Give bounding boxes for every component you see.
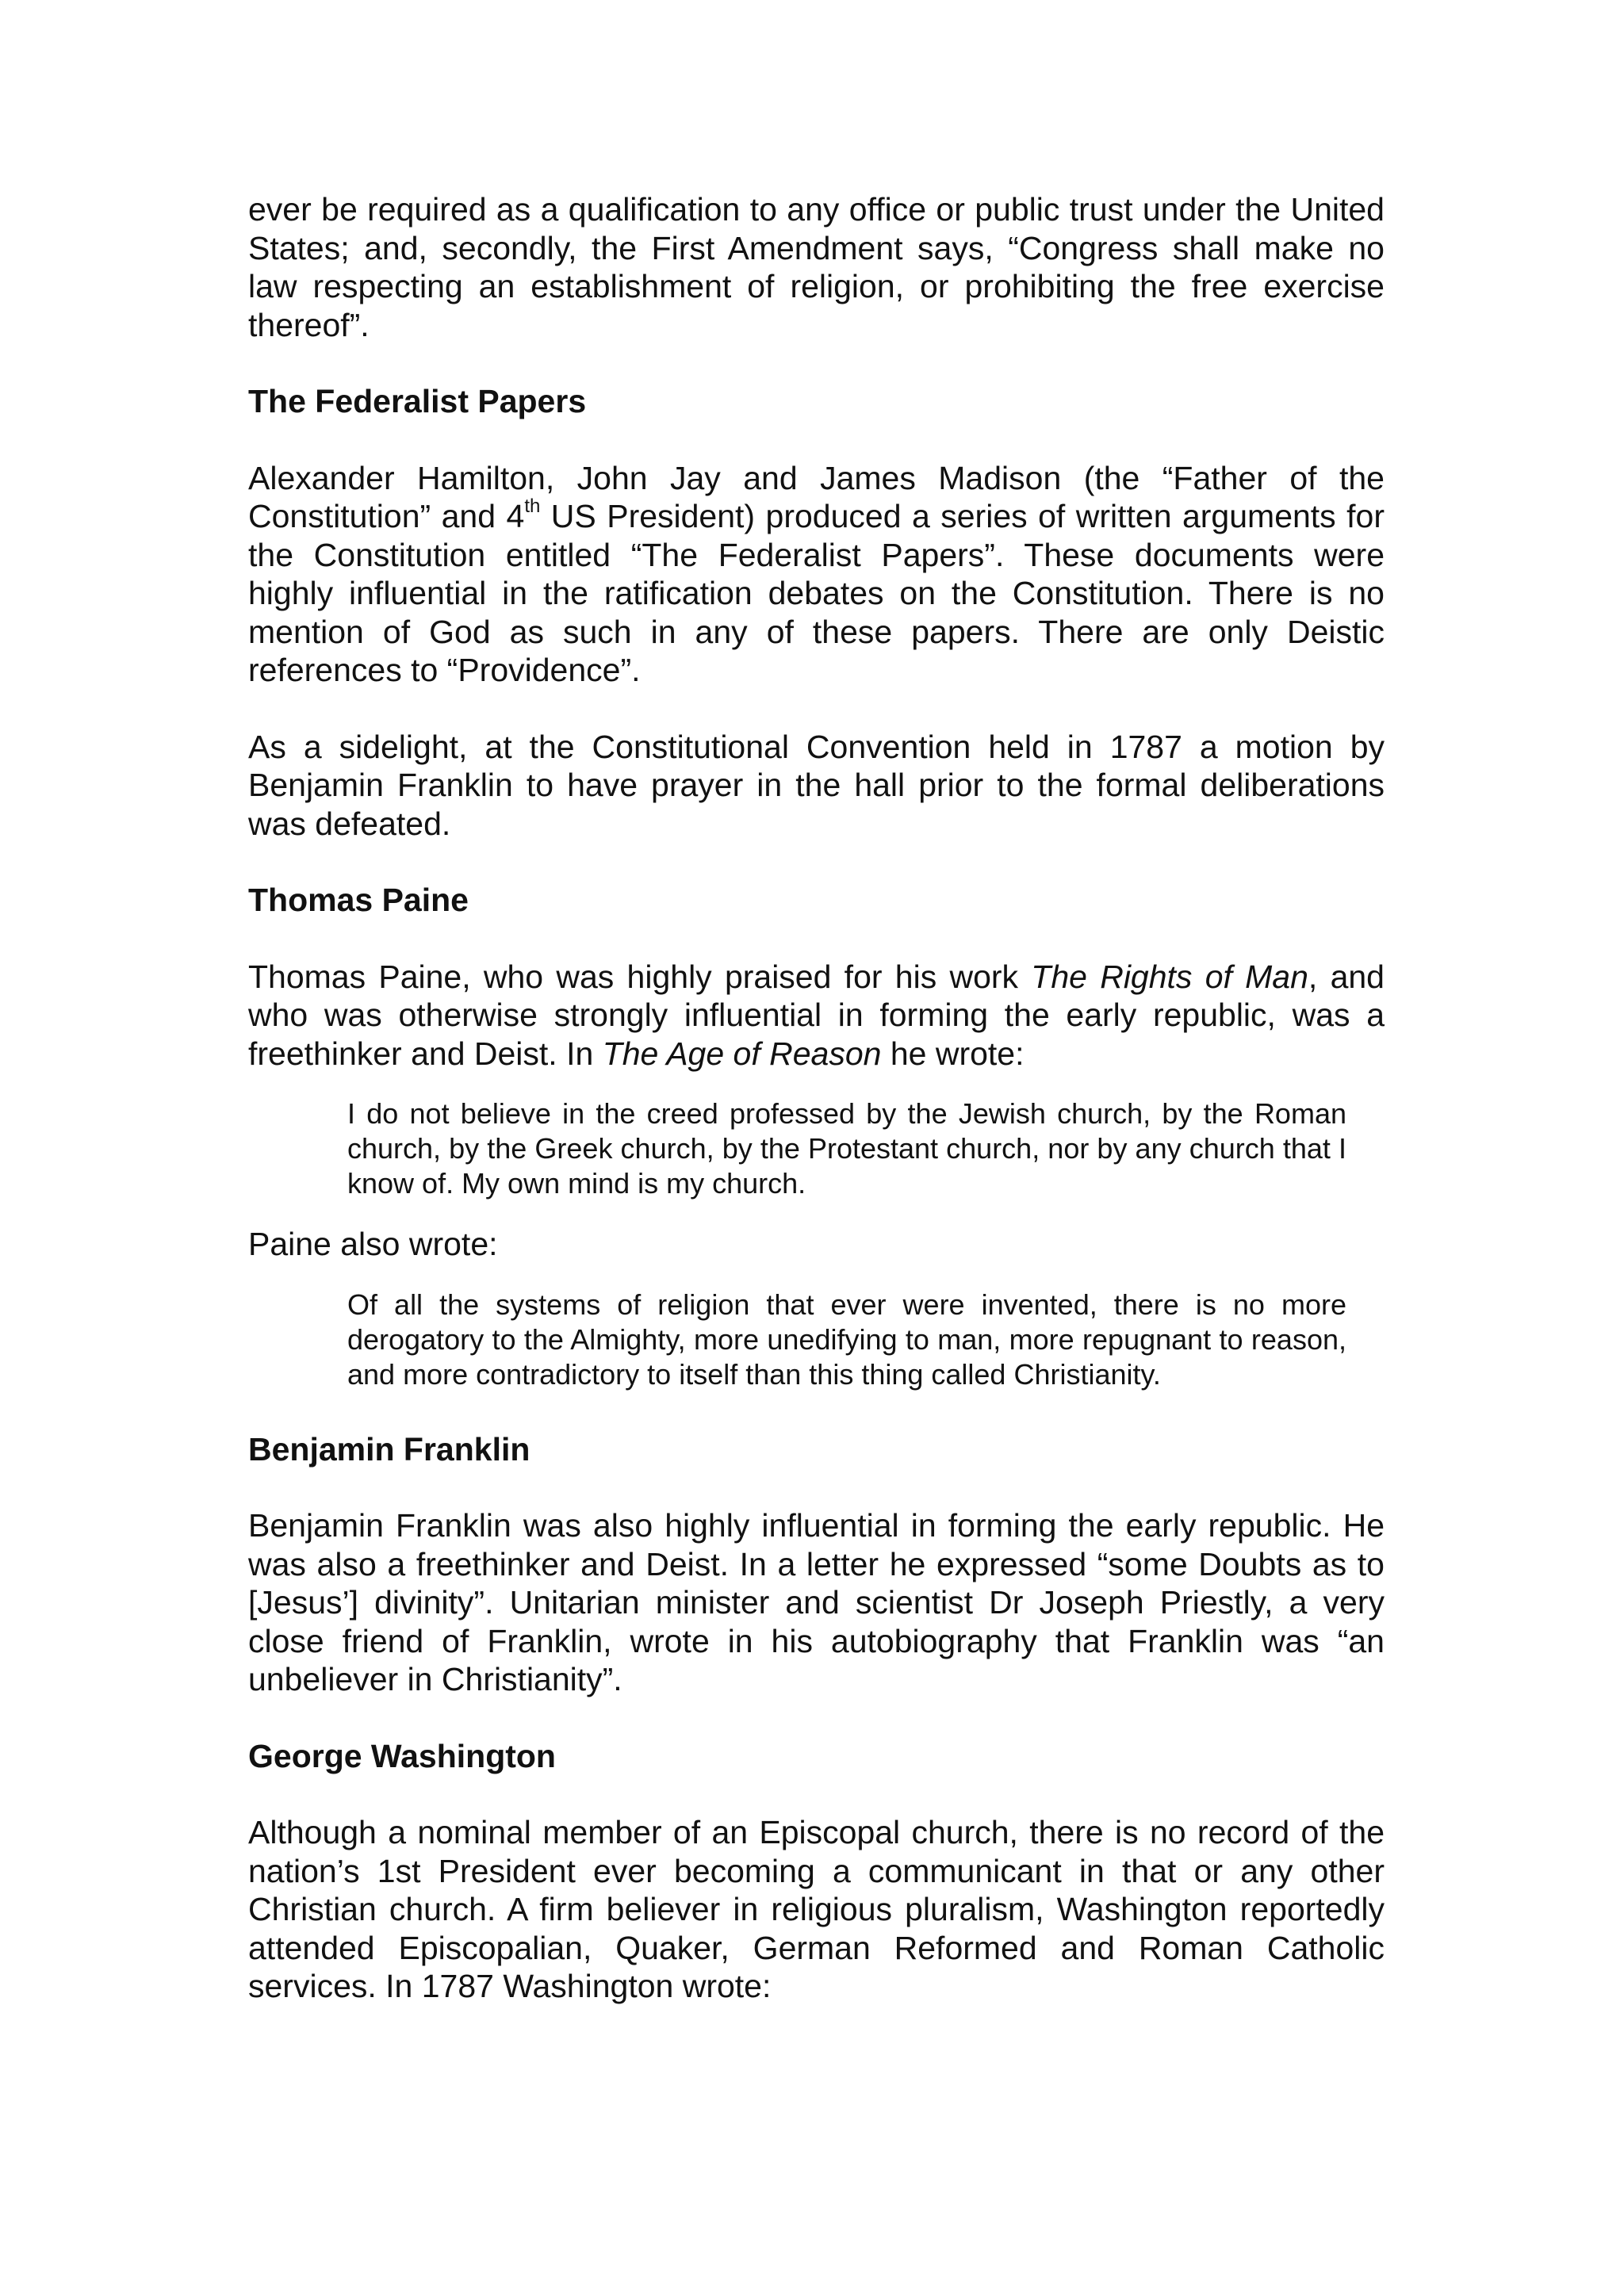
paragraph-paine-text-c: he wrote:	[881, 1035, 1025, 1072]
paragraph-constitutional-convention: As a sidelight, at the Constitutional Convention held in 1787 a motion by Benjamin Franklin to have prayer in the hall prior to the formal deliberations was defeated.	[248, 728, 1385, 842]
paragraph-federalist-papers	[248, 459, 1385, 690]
paragraph-benjamin-franklin: Benjamin Franklin was also highly influential in forming the early republic. He was also a freethinker and Deist. In a letter he expressed “some Doubts as to [Jesus’] divinity”. Unitarian minister and scientist Dr Joseph Priestly, a very close friend of Franklin, wrote in his autobiography that Franklin was “an unbeliever in Christianity”.	[248, 1507, 1385, 1697]
heading-federalist-papers: The Federalist Papers	[248, 383, 587, 419]
document-page	[248, 190, 1385, 2044]
paragraph-paine-text-b: , and who was otherwise strongly influential in forming the early republic, was a freethinker and Deist. In	[248, 958, 1385, 1072]
heading-benjamin-franklin: Benjamin Franklin	[248, 1430, 530, 1468]
paragraph-federalist-text-b: US President) produced a series of written arguments for the Constitution entitled “The Federalist Papers”. These documents were highly influential in the ratification debates on the Constitution. There is no mention of God as such in any of these papers. There are only Deistic references to “Providence”.	[248, 498, 1385, 688]
book-title-age-of-reason: The Age of Reason	[602, 1035, 882, 1072]
paragraph-first-amendment: ever be required as a qualification to any office or public trust under the United States; and, secondly, the First Amendment says, “Congress shall make no law respecting an establishment of religion, or prohibiting the free exercise thereof”.	[248, 191, 1385, 343]
paragraph-paine-also-wrote: Paine also wrote:	[248, 1226, 498, 1262]
heading-george-washington: George Washington	[248, 1737, 556, 1774]
heading-thomas-paine: Thomas Paine	[248, 882, 469, 918]
paragraph-thomas-paine	[248, 958, 1385, 1073]
paragraph-federalist-text-a: Alexander Hamilton, John Jay and James Madison (the “Father of the Constitution” and 4	[248, 459, 1385, 534]
block-quote-paine-christianity: Of all the systems of religion that ever were invented, there is no more derogatory to the Almighty, more unedifying to man, more repugnant to reason, and more contradictory to itself than this thing called Christianity.	[347, 1288, 1346, 1391]
paragraph-paine-text-a: Thomas Paine, who was highly praised for his work	[248, 958, 1032, 995]
paragraph-george-washington: Although a nominal member of an Episcopal church, there is no record of the nation’s 1st President ever becoming a communicant in that or any other Christian church. A firm believer in religious pluralism, Washington reportedly attended Episcopalian, Quaker, German Reformed and Roman Catholic services. In 1787 Washington wrote:	[248, 1814, 1385, 2004]
ordinal-superscript: th	[524, 496, 541, 518]
book-title-rights-of-man: The Rights of Man	[1031, 958, 1308, 995]
block-quote-paine-church: I do not believe in the creed professed by the Jewish church, by the Roman church, by the Greek church, by the Protestant church, nor by any church that I know of. My own mind is my church.	[347, 1097, 1346, 1200]
